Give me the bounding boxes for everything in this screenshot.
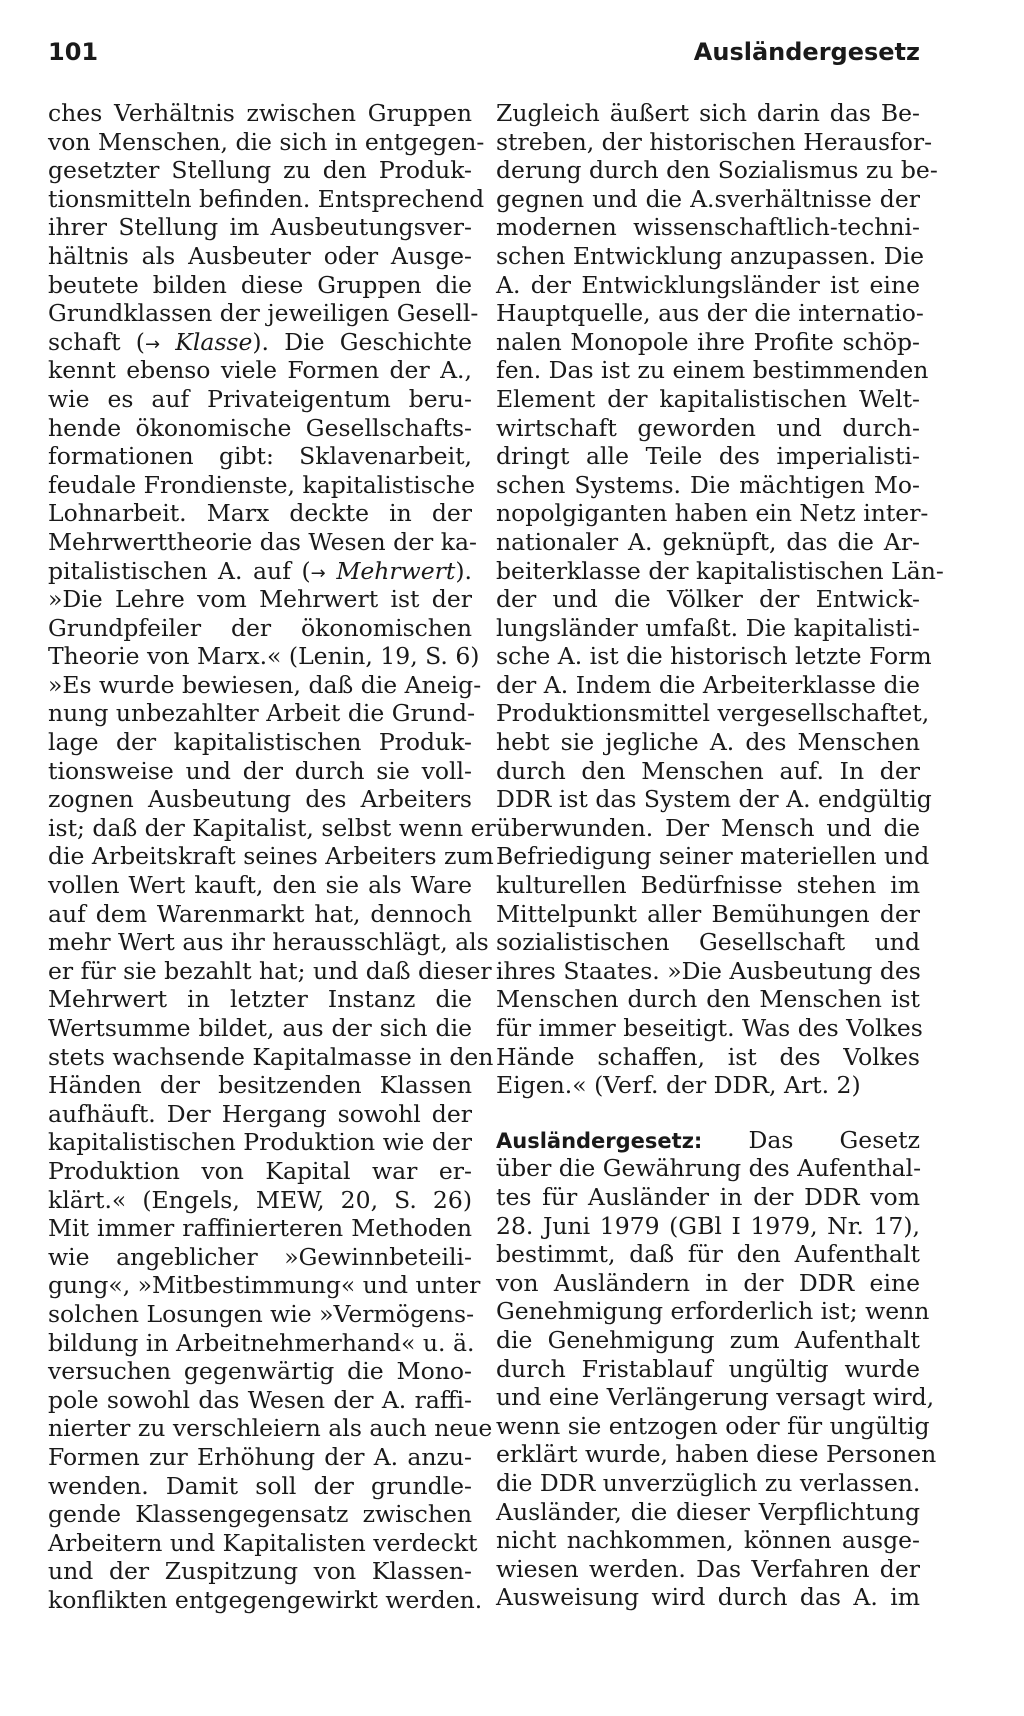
text-line: Mit immer raffinierteren Methoden [48,1214,472,1243]
text-line: nopolgiganten haben ein Netz inter- [496,499,929,528]
text-line: die Genehmigung zum Aufenthalt [496,1325,920,1354]
text-line: hebt sie jegliche A. des Menschen [496,728,920,757]
text-line: der und die Völker der Entwick- [496,585,920,614]
text-line: durch Fristablauf ungültig wurde [496,1354,920,1383]
text-line: A. der Entwicklungsländer ist eine [496,270,920,299]
text-line: sozialistischen Gesellschaft und [496,928,920,957]
text-line: beiterklasse der kapitalistischen Län- [496,556,944,585]
text-line: Formen zur Erhöhung der A. anzu- [48,1442,472,1471]
text-line: Mehrwert in letzter Instanz die [48,985,472,1014]
text-line: kulturellen Bedürfnisse stehen im [496,871,920,900]
text-line: von Menschen, die sich in entgegen- [48,127,485,156]
text-line: bestimmt, daß für den Aufenthalt [496,1240,920,1269]
text-line: modernen wissenschaftlich-techni- [496,213,920,242]
text-line: »Es wurde bewiesen, daß die Aneig- [48,670,482,699]
text-line: tionsmitteln befinden. Entsprechend [48,184,485,213]
text-line: nicht nachkommen, können ausge- [496,1526,920,1555]
text-line: derung durch den Sozialismus zu be- [496,156,938,185]
text-line: streben, der historischen Herausfor- [496,127,933,156]
text-line: für immer beseitigt. Was des Volkes [496,1014,923,1042]
text-line: hende ökonomische Gesellschafts- [48,413,472,442]
text-line: ihrer Stellung im Ausbeutungsver- [48,213,472,242]
text-line: Ausweisung wird durch das A. im [496,1583,920,1612]
text-line: tes für Ausländer in der DDR vom [496,1182,920,1211]
text-line: gegnen und die A.sverhältnisse der [496,184,920,213]
right-column-continuation [496,99,944,1100]
right-column [496,99,944,1612]
text-line: gesetzter Stellung zu den Produk- [48,156,472,185]
text-line: er für sie bezahlt hat; und daß dieser [48,956,492,985]
text-line: wie angeblicher »Gewinnbeteili- [48,1242,472,1271]
text-line: durch den Menschen auf. In der [496,756,920,785]
text-line: lage der kapitalistischen Produk- [48,728,472,757]
text-line: gung«, »Mitbestimmung« und unter [48,1271,481,1300]
cross-reference-term: Mehrwert [336,556,456,585]
text-line: ches Verhältnis zwischen Gruppen [48,99,472,127]
text-line: mehr Wert aus ihr herausschlägt, als [48,928,489,957]
text-line: Grundklassen der jeweiligen Gesell- [48,299,479,328]
text-line: Befriedigung seiner materiellen und [496,842,930,871]
text-line: wirtschaft geworden und durch- [496,413,920,442]
text-line: bildung in Arbeitnehmerhand« u. ä. [48,1328,475,1357]
text-line: versuchen gegenwärtig die Mono- [48,1357,472,1386]
text-line: erklärt wurde, haben diese Personen [496,1440,937,1469]
text-line: kapitalistischen Produktion wie der [48,1128,472,1157]
entry-gap [496,1100,920,1126]
text-line: aufhäuft. Der Hergang sowohl der [48,1099,472,1128]
xref-text-after: ). [455,556,472,585]
text-line: Element der kapitalistischen Welt- [496,384,920,413]
text-line: nung unbezahlter Arbeit die Grund- [48,699,476,728]
text-line: zognen Ausbeutung des Arbeiters [48,785,472,814]
text-line: 28. Juni 1979 (GBl I 1979, Nr. 17), [496,1211,920,1240]
text-line: solchen Losungen wie »Vermögens- [48,1299,475,1328]
running-head: Ausländergesetz [693,38,920,66]
text-line: Genehmigung erforderlich ist; wenn [496,1297,930,1326]
left-column [48,99,496,1614]
xref-text-before: pitalistischen A. auf ( [48,556,311,585]
text-line: »Die Lehre vom Mehrwert ist der [48,585,472,614]
text-line: Zugleich äußert sich darin das Be- [496,99,920,127]
text-line: sche A. ist die historisch letzte Form [496,642,932,671]
text-line: Arbeitern und Kapitalisten verdeckt [48,1528,478,1557]
text-line: klärt.« (Engels, MEW, 20, S. 26) [48,1185,472,1214]
text-line: stets wachsende Kapitalmasse in den [48,1042,494,1071]
text-line: nationaler A. geknüpft, das die Ar- [496,527,920,556]
text-line: ihres Staates. »Die Ausbeutung des [496,956,921,985]
text-line: Eigen.« (Verf. der DDR, Art. 2) [496,1071,861,1100]
text-line: und der Zuspitzung von Klassen- [48,1557,472,1586]
text-line: Wertsumme bildet, aus der sich die [48,1014,472,1042]
text-line: Lohnarbeit. Marx deckte in der [48,499,472,528]
page-header [48,38,920,78]
entry-first-line-text: Das Gesetz [748,1125,920,1154]
text-line: dringt alle Teile des imperialisti- [496,442,920,471]
text-line: nalen Monopole ihre Profite schöp- [496,327,920,356]
text-line: nierter zu verschleiern als auch neue [48,1414,493,1443]
text-line: Theorie von Marx.« (Lenin, 19, S. 6) [48,642,480,671]
text-line: auf dem Warenmarkt hat, dennoch [48,899,472,928]
text-line: und eine Verlängerung versagt wird, [496,1383,935,1412]
cross-reference-arrow-icon: → [144,333,161,355]
text-line: Grundpfeiler der ökonomischen [48,613,472,642]
page-number: 101 [48,38,99,66]
text-line: schen Entwicklung anzupassen. Die [496,241,925,270]
cross-reference-term: Klasse [175,327,253,356]
text-line: beutete bilden diese Gruppen die [48,270,472,299]
text-line: gende Klassengegensatz zwischen [48,1500,472,1529]
text-line: DDR ist das System der A. endgültig [496,785,932,814]
text-line: lungsländer umfaßt. Die kapitalisti- [496,613,920,642]
text-line: konflikten entgegengewirkt werden. [48,1585,483,1614]
entry-first-line [496,1126,920,1155]
text-line: kennt ebenso viele Formen der A., [48,356,472,385]
text-line: tionsweise und der durch sie voll- [48,756,472,785]
text-line: wiesen werden. Das Verfahren der [496,1554,920,1583]
text-line: fen. Das ist zu einem bestimmenden [496,356,929,385]
text-line: feudale Frondienste, kapitalistische [48,470,476,499]
text-line: wie es auf Privateigentum beru- [48,384,472,413]
text-line: Hauptquelle, aus der die internatio- [496,299,924,328]
text-line: Händen der besitzenden Klassen [48,1071,472,1100]
text-line: Mittelpunkt aller Bemühungen der [496,899,920,928]
text-line: die Arbeitskraft seines Arbeiters zum [48,842,494,871]
text-line: die DDR unverzüglich zu verlassen. [496,1468,921,1497]
text-line: pole sowohl das Wesen der A. raffi- [48,1385,472,1414]
text-line: Mehrwerttheorie das Wesen der ka- [48,527,477,556]
text-line: über die Gewährung des Aufenthal- [496,1154,922,1183]
text-line: überwunden. Der Mensch und die [496,813,920,842]
text-line: ist; daß der Kapitalist, selbst wenn er [48,813,496,842]
text-line: Hände schaffen, ist des Volkes [496,1042,920,1071]
text-line: formationen gibt: Sklavenarbeit, [48,442,472,471]
xref-text-before: schaft ( [48,327,145,356]
text-line: Produktionsmittel vergesellschaftet, [496,699,930,728]
text-line: vollen Wert kauft, den sie als Ware [48,871,472,900]
text-line: Menschen durch den Menschen ist [496,985,920,1014]
cross-reference-arrow-icon: → [310,562,326,584]
text-line: Ausländer, die dieser Verpflichtung [496,1497,920,1526]
entry-lemma: Ausländergesetz: [496,1128,703,1153]
text-line: wenden. Damit soll der grundle- [48,1471,472,1500]
xref-text-after: ). Die Geschichte [252,327,472,356]
text-line: der A. Indem die Arbeiterklasse die [496,670,920,699]
text-line-cross-reference [48,557,472,586]
text-line-cross-reference [48,328,472,357]
text-line: schen Systems. Die mächtigen Mo- [496,470,920,499]
text-line: Produktion von Kapital war er- [48,1156,472,1185]
dictionary-entry-auslaendergesetz [496,1125,937,1612]
text-line: hältnis als Ausbeuter oder Ausge- [48,241,472,270]
text-line: wenn sie entzogen oder für ungültig [496,1411,930,1440]
text-line: von Ausländern in der DDR eine [496,1268,920,1297]
